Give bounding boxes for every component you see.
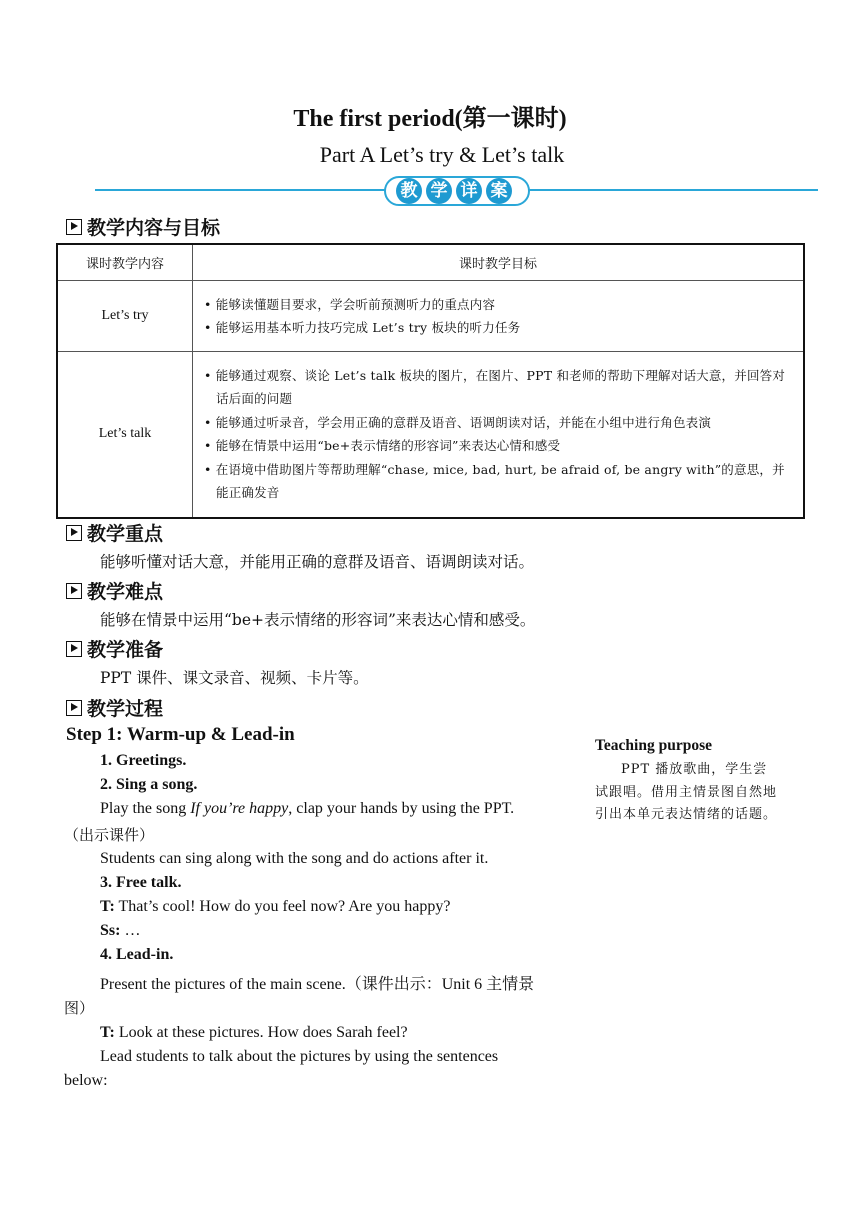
dialogue-line	[100, 922, 140, 940]
dialogue-text: Look at these pictures. How does Sarah feel?	[114, 1024, 408, 1041]
goal-item: • 在语境中借助图片等帮助理解“chase, mice, bad, hurt, be afraid of, be angry with”的意思，并能正确发音	[204, 458, 794, 505]
banner-label	[396, 178, 512, 206]
section-preparation	[66, 635, 163, 662]
step-text: , clap your hands by using the PPT.	[288, 800, 515, 817]
page-title: The first period(第一课时)	[293, 106, 567, 132]
column-header: 课时教学内容	[57, 244, 193, 281]
section-heading: 教学内容与目标	[87, 218, 221, 239]
side-note-text: PPT 播放歌曲，学生尝试跟唱。借用主情景图自然地引出本单元表达情绪的话题。	[595, 762, 778, 822]
step-item-sing: 2. Sing a song.	[100, 776, 198, 793]
play-triangle-icon	[66, 219, 82, 235]
step-title: Step 1: Warm-up & Lead-in	[66, 724, 295, 745]
step-item-free-talk: 3. Free talk.	[100, 874, 182, 891]
speaker-label: T:	[100, 898, 115, 915]
page-subtitle: Part A Let’s try & Let’s talk	[319, 142, 565, 167]
goal-item: • 能够在情景中运用“be+表示情绪的形容词”来表达心情和感受	[204, 434, 794, 458]
table-cell-content: Let’s talk	[57, 352, 193, 518]
goal-item: • 能够读懂题目要求，学会听前预测听力的重点内容	[204, 293, 794, 317]
play-triangle-icon	[66, 583, 82, 599]
play-triangle-icon	[66, 641, 82, 657]
step-text: 图）	[64, 999, 95, 1017]
play-triangle-icon	[66, 525, 82, 541]
table-row	[57, 281, 804, 352]
step-note: （出示课件）	[64, 826, 155, 844]
banner-char: 学	[426, 178, 452, 204]
section-content-goals	[66, 213, 220, 240]
dialogue-line	[100, 1024, 408, 1042]
section-heading: 教学重点	[87, 524, 164, 545]
table-header-row	[57, 244, 804, 281]
difficulties-text: 能够在情景中运用“be+表示情绪的形容词”来表达心情和感受。	[100, 611, 536, 629]
step-item-greetings: 1. Greetings.	[100, 752, 187, 769]
table-cell-goals	[193, 281, 805, 352]
step-item-lead-in: 4. Lead-in.	[100, 946, 174, 963]
objectives-table	[56, 243, 805, 519]
side-note-title: Teaching purpose	[595, 737, 712, 754]
section-heading: 教学难点	[87, 582, 164, 603]
section-key-points	[66, 519, 163, 546]
dialogue-text: …	[120, 922, 141, 939]
step-text: Present the pictures of the main scene.（课件出示：Unit 6 主情景	[100, 976, 535, 993]
step-text: below:	[64, 1072, 108, 1089]
table-row	[57, 352, 804, 518]
section-heading: 教学过程	[87, 699, 164, 720]
preparation-text: PPT 课件、课文录音、视频、卡片等。	[100, 669, 369, 687]
section-heading: 教学准备	[87, 640, 164, 661]
table-cell-content: Let’s try	[57, 281, 193, 352]
dialogue-text: That’s cool! How do you feel now? Are you happy?	[114, 898, 451, 915]
goal-item: • 能够通过听录音，学会用正确的意群及语音、语调朗读对话，并能在小组中进行角色表演	[204, 411, 794, 435]
step-text: Lead students to talk about the pictures by using the sentences	[100, 1048, 499, 1065]
banner-char: 案	[486, 178, 512, 204]
dialogue-line	[100, 898, 450, 916]
goal-item: • 能够通过观察、谈论 Let’s talk 板块的图片，在图片、PPT 和老师的帮助下理解对话大意，并回答对话后面的问题	[204, 364, 794, 411]
column-header: 课时教学目标	[193, 244, 805, 281]
play-triangle-icon	[66, 700, 82, 716]
goal-item: • 能够运用基本听力技巧完成 Let’s try 板块的听力任务	[204, 316, 794, 340]
step-text: Play the song	[100, 800, 191, 817]
song-title: If you’re happy	[190, 800, 289, 817]
speaker-label: T:	[100, 1024, 115, 1041]
section-process	[66, 694, 163, 721]
step-text: Students can sing along with the song and do actions after it.	[100, 850, 489, 867]
speaker-label: Ss:	[100, 922, 121, 939]
step-line	[100, 800, 514, 818]
key-points-text: 能够听懂对话大意，并能用正确的意群及语音、语调朗读对话。	[100, 553, 535, 571]
banner-char: 教	[396, 178, 422, 204]
table-cell-goals	[193, 352, 805, 518]
banner-char: 详	[456, 178, 482, 204]
section-difficulties	[66, 577, 163, 604]
